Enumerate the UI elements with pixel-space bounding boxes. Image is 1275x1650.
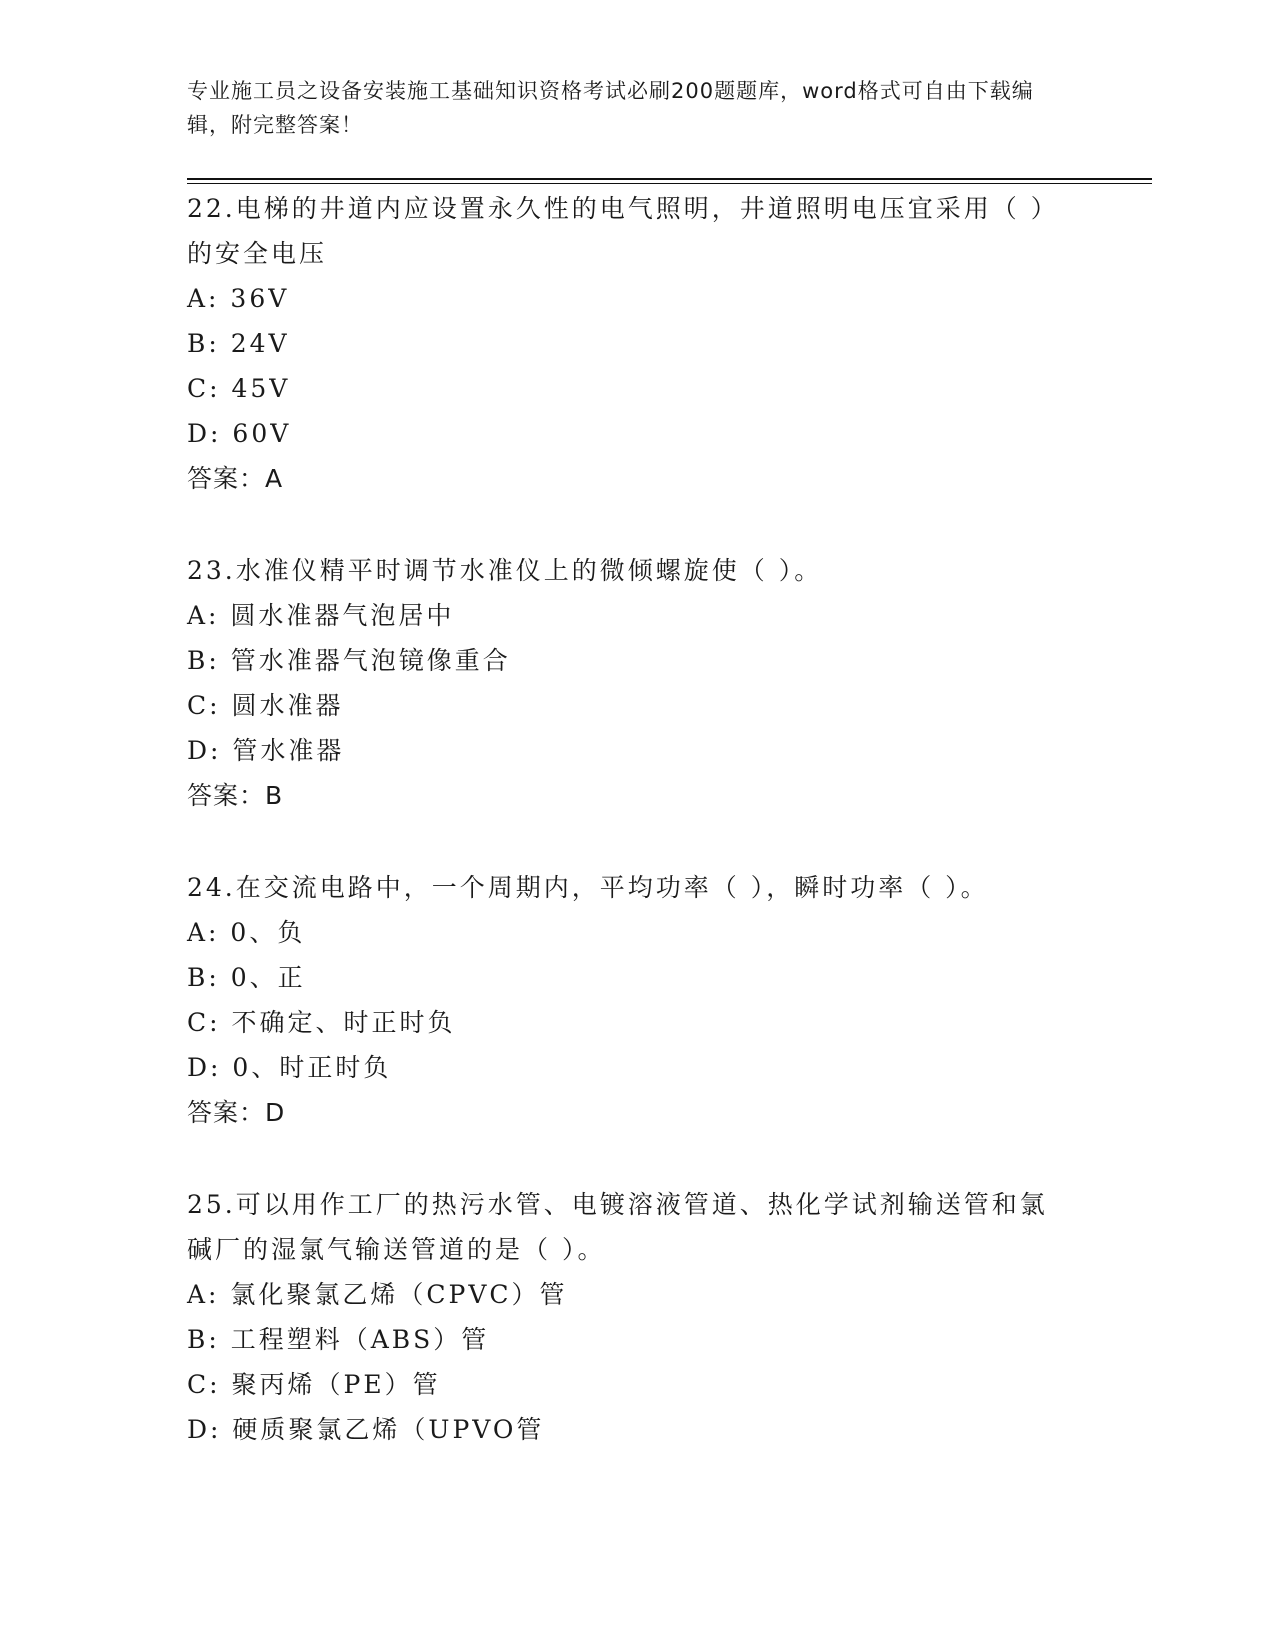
option-b: B: 24V <box>187 329 290 358</box>
answer-line: 答案：B <box>187 781 284 810</box>
question-22 <box>187 186 1087 501</box>
option-a: A: 0、负 <box>187 918 306 947</box>
answer-line: 答案：D <box>187 1098 286 1127</box>
document-header: 专业施工员之设备安装施工基础知识资格考试必刷200题题库，word格式可自由下载编辑，附完整答案！ <box>187 79 1034 137</box>
header-divider-thick <box>187 178 1152 180</box>
header-divider-thin <box>187 183 1152 184</box>
question-25 <box>187 1182 1087 1452</box>
question-23 <box>187 548 1087 818</box>
option-c: C: 圆水准器 <box>187 691 344 720</box>
question-text: 24.在交流电路中，一个周期内，平均功率（ ），瞬时功率（ ）。 <box>187 873 989 902</box>
option-a: A: 氯化聚氯乙烯（CPVC）管 <box>187 1280 568 1309</box>
option-b: B: 工程塑料（ABS）管 <box>187 1325 490 1354</box>
option-d: D: 硬质聚氯乙烯（UPVO管 <box>187 1415 545 1444</box>
question-text: 22.电梯的井道内应设置永久性的电气照明，井道照明电压宜采用（ ）的安全电压 <box>187 194 1059 268</box>
option-c: C: 45V <box>187 374 291 403</box>
option-a: A: 圆水准器气泡居中 <box>187 601 455 630</box>
option-d: D: 管水准器 <box>187 736 345 765</box>
question-text: 23.水准仪精平时调节水准仪上的微倾螺旋使（ ）。 <box>187 556 823 585</box>
question-24 <box>187 865 1087 1135</box>
option-d: D: 0、时正时负 <box>187 1053 392 1082</box>
option-d: D: 60V <box>187 419 292 448</box>
option-c: C: 不确定、时正时负 <box>187 1008 456 1037</box>
question-text: 25.可以用作工厂的热污水管、电镀溶液管道、热化学试剂输送管和氯碱厂的湿氯气输送管道的是（ ）。 <box>187 1190 1048 1264</box>
option-a: A: 36V <box>187 284 290 313</box>
option-b: B: 管水准器气泡镜像重合 <box>187 646 511 675</box>
answer-line: 答案：A <box>187 464 284 493</box>
option-b: B: 0、正 <box>187 963 306 992</box>
option-c: C: 聚丙烯（PE）管 <box>187 1370 441 1399</box>
question-list <box>187 186 1087 1452</box>
